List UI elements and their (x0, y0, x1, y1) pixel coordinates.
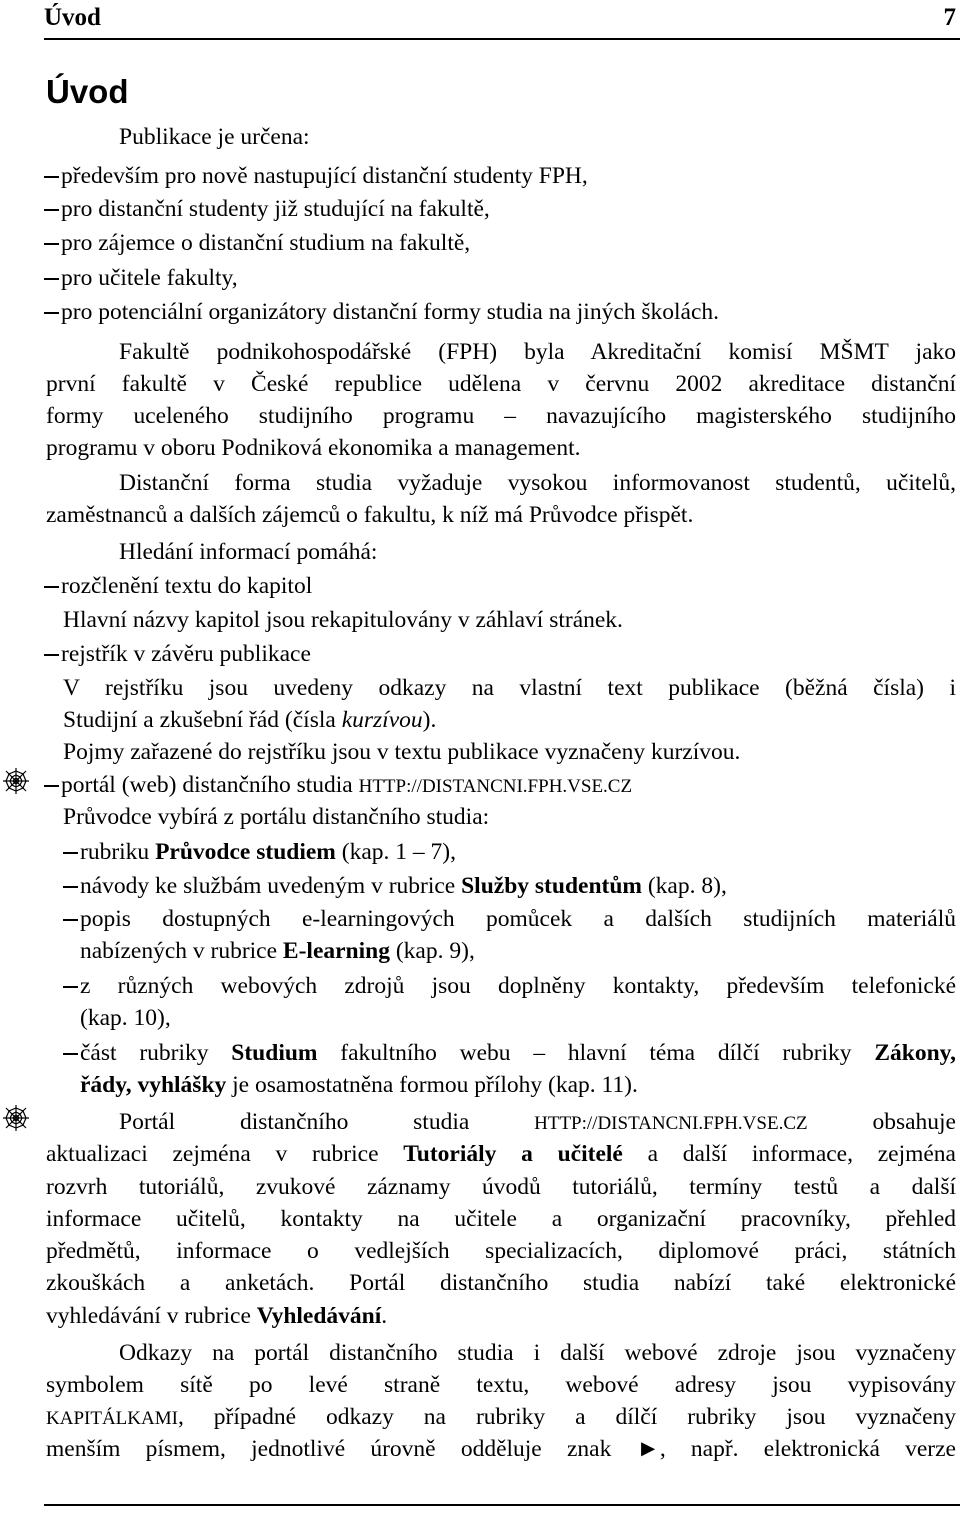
paragraph-line: symbolem sítě po levé straně textu, webové adresy jsou vypisovány (46, 1372, 956, 1398)
paragraph-line: zkouškách a anketách. Portál distančního studia nabízí také elektronické (46, 1270, 956, 1296)
spider-web-icon (2, 1104, 30, 1132)
list-item-note: Studijní a zkušební řád (čísla kurzívou). (63, 707, 437, 733)
dash-bullet (63, 1053, 78, 1055)
paragraph-line: formy uceleného studijního programu – navazujícího magisterského studijního (46, 403, 956, 429)
paragraph-line: aktualizaci zejména v rubrice Tutoriály a učitelé a další informace, zejména (46, 1141, 956, 1167)
sub-list-item-cont: řády, vyhlášky je osamostatněna formou přílohy (kap. 11). (80, 1072, 638, 1098)
dash-bullet (44, 278, 59, 280)
sub-list-item: popis dostupných e-learningových pomůcek a dalších studijních materiálů (63, 903, 956, 935)
footer-rule (44, 1504, 960, 1506)
dash-bullet (44, 243, 59, 245)
dash-bullet (44, 176, 59, 178)
paragraph-line: Fakultě podnikohospodářské (FPH) byla Akreditační komisí MŠMT jako (119, 339, 956, 365)
paragraph-line: programu v oboru Podniková ekonomika a management. (46, 435, 581, 461)
list-item: pro distanční studenty již studující na fakultě, (44, 193, 490, 225)
sub-list-item: z různých webových zdrojů jsou doplněny kontakty, především telefonické (63, 970, 956, 1002)
paragraph-line: KAPITÁLKAMI, případné odkazy na rubriky a dílčí rubriky jsou vyznačeny (46, 1404, 956, 1430)
paragraph-line: předmětů, informace o vedlejších specializacích, diplomové práci, státních (46, 1238, 956, 1264)
paragraph-line: Odkazy na portál distančního studia i další webové zdroje jsou vyznačeny (119, 1340, 956, 1366)
paragraph-line: vyhledávání v rubrice Vyhledávání. (46, 1303, 388, 1329)
running-header (44, 0, 960, 40)
paragraph-line: rozvrh tutoriálů, zvukové záznamy úvodů tutoriálů, termíny testů a další (46, 1174, 956, 1200)
paragraph-line: Hledání informací pomáhá: (119, 539, 378, 565)
sub-list-item: návody ke službám uvedeným v rubrice Služby studentům (kap. 8), (63, 870, 727, 902)
dash-bullet (44, 785, 59, 787)
list-item: portál (web) distančního studia HTTP://DISTANCNI.FPH.VSE.CZ (44, 769, 632, 803)
sub-list-item-cont: nabízených v rubrice E-learning (kap. 9), (80, 938, 475, 964)
paragraph-line: informace učitelů, kontakty na učitele a organizační pracovníky, přehled (46, 1206, 956, 1232)
spider-web-icon (2, 767, 30, 795)
list-item: pro učitele fakulty, (44, 262, 238, 294)
list-item: rozčlenění textu do kapitol (44, 570, 312, 602)
intro-text: Publikace je určena: (119, 124, 310, 150)
paragraph-line: zaměstnanců a dalších zájemců o fakultu, k níž má Průvodce přispět. (46, 502, 694, 528)
paragraph-line: Distanční forma studia vyžaduje vysokou informovanost studentů, učitelů, (119, 470, 956, 496)
paragraph-line: první fakultě v České republice udělena v červnu 2002 akreditace distanční (46, 371, 956, 397)
paragraph-line: menším písmem, jednotlivé úrovně odděluje znak ►, např. elektronická verze (46, 1436, 956, 1462)
dash-bullet (63, 852, 78, 854)
sub-list-item-cont: (kap. 10), (80, 1005, 171, 1031)
list-item-note: V rejstříku jsou uvedeny odkazy na vlastní text publikace (běžná čísla) i (63, 675, 956, 701)
list-item-note: Průvodce vybírá z portálu distančního studia: (63, 804, 490, 830)
paragraph-line: Portál distančního studia HTTP://DISTANCNI.FPH.VSE.CZ obsahuje (119, 1109, 956, 1135)
dash-bullet (63, 986, 78, 988)
portal-url: HTTP://DISTANCNI.FPH.VSE.CZ (358, 776, 633, 797)
list-item: pro potenciální organizátory distanční formy studia na jiných školách. (44, 296, 719, 328)
header-page-number: 7 (943, 4, 956, 31)
header-chapter: Úvod (44, 4, 101, 31)
dash-bullet (44, 654, 59, 656)
dash-bullet (63, 886, 78, 888)
chapter-title: Úvod (46, 73, 129, 110)
dash-bullet (63, 919, 78, 921)
dash-bullet (44, 209, 59, 211)
list-item: rejstřík v závěru publikace (44, 638, 311, 670)
list-item: především pro nově nastupující distanční studenty FPH, (44, 160, 588, 192)
dash-bullet (44, 586, 59, 588)
list-item-note: Pojmy zařazené do rejstříku jsou v textu publikace vyznačeny kurzívou. (63, 739, 741, 765)
triangle-arrow-icon: ► (636, 1436, 660, 1462)
sub-list-item: rubriku Průvodce studiem (kap. 1 – 7), (63, 836, 456, 868)
sub-list-item: část rubriky Studium fakultního webu – hlavní téma dílčí rubriky Zákony, (63, 1037, 956, 1069)
list-item-note: Hlavní názvy kapitol jsou rekapitulovány v záhlaví stránek. (63, 607, 623, 633)
dash-bullet (44, 312, 59, 314)
portal-url: HTTP://DISTANCNI.FPH.VSE.CZ (534, 1113, 808, 1134)
list-item: pro zájemce o distanční studium na fakultě, (44, 227, 470, 259)
